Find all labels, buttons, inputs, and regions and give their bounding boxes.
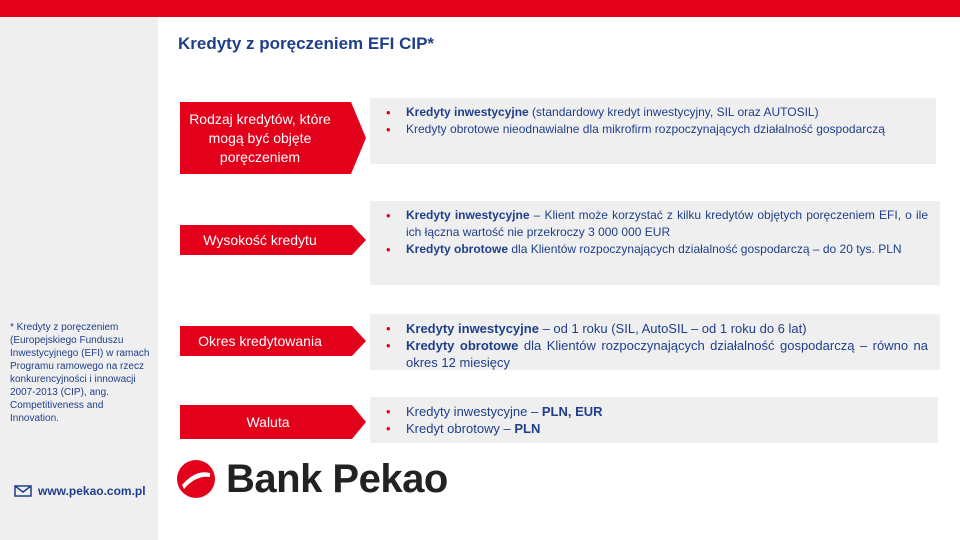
footnote-line: Innovation. [10,413,59,424]
top-red-bar [0,0,960,17]
list-item: • Kredyty obrotowe nieodnawialne dla mikrofirm rozpoczynających działalność gospodarczą [384,121,924,138]
list-item: • Kredyty inwestycyjne – Klient może korzystać z kilku kredytów objętych poręczeniem EFI, o ile ich łączna wartość nie przekroczy 3 000 000 EUR [384,207,928,241]
footnote-line: (Europejskiego Funduszu [10,335,124,346]
left-panel [0,17,158,540]
footnote-line: 2007-2013 (CIP), ang. [10,387,109,398]
list-item: • Kredyty inwestycyjne – PLN, EUR [384,403,926,420]
footer-url-text[interactable]: www.pekao.com.pl [38,484,146,498]
list-item: • Kredyty obrotowe dla Klientów rozpoczynających działalność gospodarczą – do 20 tys. PLN [384,241,928,258]
label-kredyty-rodzaj: Rodzaj kredytów, które mogą być objęte poręczeniem [189,110,331,165]
list-item: • Kredyty obrotowe dla Klientów rozpoczynających działalność gospodarczą – równo na okres 12 miesięcy [384,337,928,371]
footnote-line: * Kredyty z poręczeniem [10,322,119,333]
footer-url[interactable] [14,484,146,498]
bank-logo [176,457,448,501]
content-box-okres [370,314,940,370]
footnote [10,321,155,425]
mail-icon [14,485,32,497]
list-item: • Kredyt obrotowy – PLN [384,420,926,437]
label-wysokosc: Wysokość kredytu [203,231,317,248]
footnote-line: Competitiveness and [10,400,104,411]
list-item: • Kredyty inwestycyjne – od 1 roku (SIL, AutoSIL – od 1 roku do 6 lat) [384,320,928,337]
logo-text: Bank Pekao [226,457,448,501]
list-item: • Kredyty inwestycyjne (standardowy kredyt inwestycyjny, SIL oraz AUTOSIL) [384,104,924,121]
label-okres: Okres kredytowania [198,332,322,349]
pekao-logo-icon [176,459,216,499]
footnote-line: Inwestycyjnego (EFI) w ramach [10,348,150,359]
slide-title: Kredyty z poręczeniem EFI CIP* [178,34,435,53]
footnote-line: konkurencyjności i innowacji [10,374,136,385]
content-box-waluta [370,397,938,443]
label-waluta: Waluta [246,413,290,430]
footnote-line: Programu ramowego na rzecz [10,361,144,372]
content-box-wysokosc [370,201,940,285]
content-box-rodzaj [370,98,936,164]
